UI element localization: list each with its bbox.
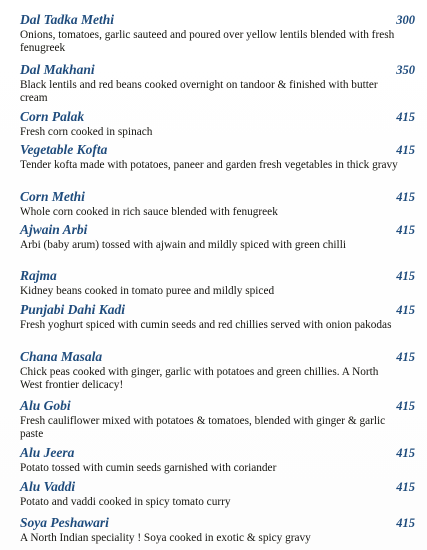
dish-price: 300 (396, 13, 415, 27)
menu-item-alu-vaddi (20, 479, 415, 509)
dish-name: Corn Palak (20, 109, 85, 124)
dish-description: Whole corn cooked in rich sauce blended with fenugreek (20, 206, 278, 218)
menu-item-alu-gobi (20, 398, 415, 440)
dish-description: Kidney beans cooked in tomato puree and mildly spiced (20, 285, 275, 297)
menu-item-ajwain-arbi (20, 222, 415, 252)
dish-price: 415 (396, 446, 415, 460)
menu-item-corn-palak (20, 109, 415, 139)
dish-description: Fresh cauliflower mixed with potatoes & tomatoes, blended with ginger & garlic paste (20, 415, 386, 440)
menu-item-vegetable-kofta (20, 142, 415, 172)
dish-name: Dal Tadka Methi (20, 12, 115, 27)
menu-item-corn-methi (20, 189, 415, 219)
dish-name: Punjabi Dahi Kadi (20, 302, 126, 317)
menu-item-punjabi-dahi-kadi (20, 302, 415, 332)
dish-description: Arbi (baby arum) tossed with ajwain and mildly spiced with green chilli (20, 239, 346, 251)
menu-item-alu-jeera (20, 445, 415, 475)
dish-name: Rajma (20, 268, 57, 283)
dish-name: Soya Peshawari (20, 515, 109, 530)
dish-price: 415 (396, 269, 415, 283)
dish-name: Dal Makhani (20, 62, 95, 77)
dish-description: Potato and vaddi cooked in spicy tomato curry (20, 496, 231, 508)
dish-price: 415 (396, 223, 415, 237)
dish-price: 415 (396, 399, 415, 413)
dish-description: Tender kofta made with potatoes, paneer and garden fresh vegetables in thick gravy (20, 159, 398, 171)
dish-description: Fresh corn cooked in spinach (20, 126, 153, 138)
dish-price: 415 (396, 143, 415, 157)
dish-description: Chick peas cooked with ginger, garlic with potatoes and green chillies. A North West frontier delicacy! (20, 366, 379, 391)
dish-price: 415 (396, 350, 415, 364)
dish-name: Ajwain Arbi (20, 222, 88, 237)
dish-name: Alu Jeera (20, 445, 75, 460)
menu-item-rajma (20, 268, 415, 298)
dish-name: Vegetable Kofta (20, 142, 108, 157)
dish-price: 415 (396, 516, 415, 530)
dish-description: A North Indian speciality ! Soya cooked in exotic & spicy gravy (20, 532, 311, 544)
dish-price: 415 (396, 190, 415, 204)
dish-name: Alu Gobi (20, 398, 71, 413)
dish-description: Potato tossed with cumin seeds garnished with coriander (20, 462, 277, 474)
dish-name: Corn Methi (20, 189, 85, 204)
dish-price: 350 (396, 63, 415, 77)
dish-name: Alu Vaddi (20, 479, 76, 494)
dish-price: 415 (396, 110, 415, 124)
dish-price: 415 (396, 480, 415, 494)
menu-item-dal-makhani (20, 62, 415, 104)
dish-price: 415 (396, 303, 415, 317)
dish-description: Onions, tomatoes, garlic sauteed and poured over yellow lentils blended with fresh fenugreek (20, 29, 395, 54)
menu-item-dal-tadka-methi (20, 12, 415, 54)
menu-item-soya-peshawari (20, 515, 415, 545)
dish-description: Black lentils and red beans cooked overnight on tandoor & finished with butter cream (20, 79, 378, 104)
menu-item-chana-masala (20, 349, 415, 391)
dish-name: Chana Masala (20, 349, 103, 364)
dish-description: Fresh yoghurt spiced with cumin seeds and red chillies served with onion pakodas (20, 319, 392, 331)
